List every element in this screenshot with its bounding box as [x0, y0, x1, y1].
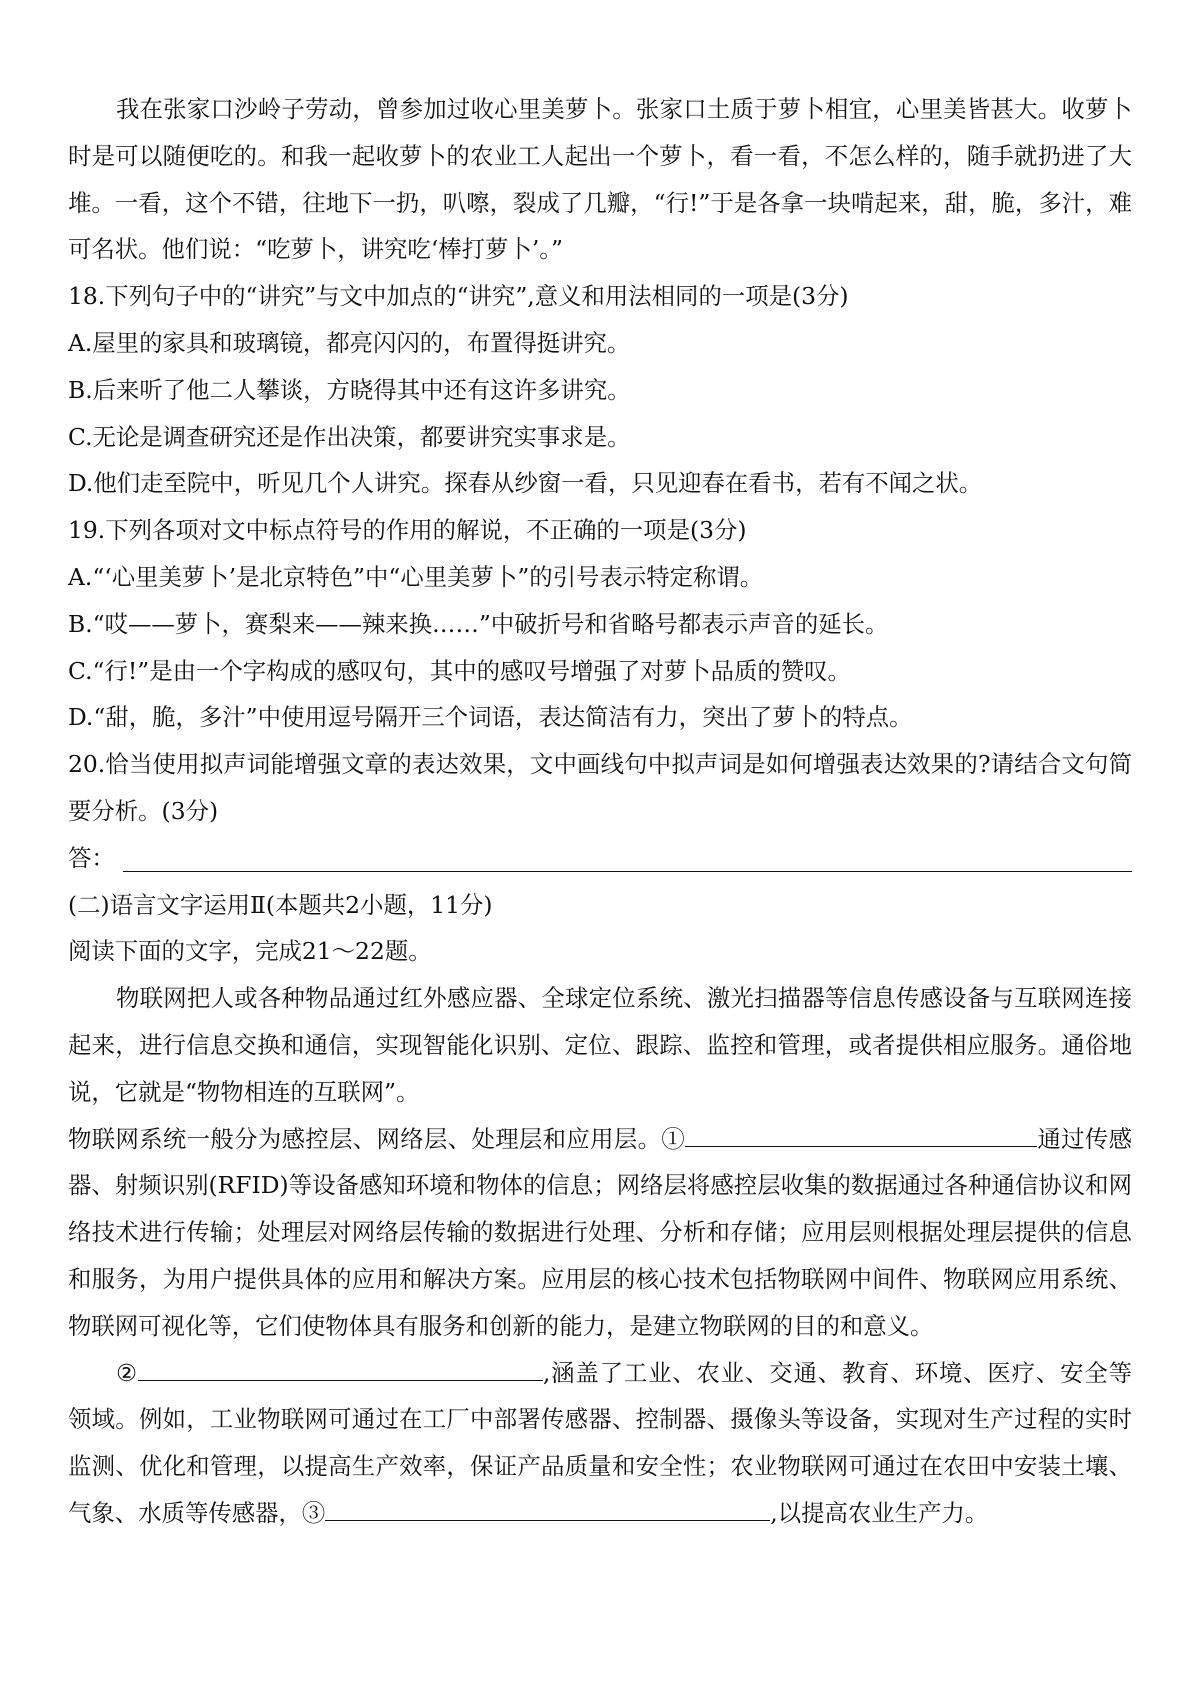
iot-paragraph-3-mid: ,涵盖了工业、农业、交通、教育、环境、医疗、安全等领域。例如，工业物联网可通过在工厂中部署传感器、控制器、摄像头等设备，实现对生产过程的实时监测、优化和管理，以提高生产效率，保证产品质量和安全性；农业物联网可通过在农田中安装土壤、气象、水质等传感器，③ — [68, 1358, 1132, 1527]
q18-option-d: D.他们走至院中，听见几个人讲究。探春从纱窗一看，只见迎春在看书，若有不闻之状。 — [68, 469, 983, 498]
q19-option-b: B.“哎——萝卜，赛梨来——辣来换……”中破折号和省略号都表示声音的延长。 — [68, 609, 889, 638]
q19-option-c: C.“行!”是由一个字构成的感叹句，其中的感叹号增强了对萝卜品质的赞叹。 — [68, 656, 851, 685]
q18-option-c: C.无论是调查研究还是作出决策，都要讲究实事求是。 — [68, 422, 631, 451]
question-18-stem: 18.下列句子中的“讲究”与文中加点的“讲究”,意义和用法相同的一项是(3分) — [68, 282, 849, 311]
blank-2-marker: ② — [116, 1358, 138, 1387]
q18-option-b: B.后来听了他二人攀谈，方晓得其中还有这许多讲究。 — [68, 375, 631, 404]
section-2-instruction: 阅读下面的文字，完成21～22题。 — [68, 937, 432, 966]
exam-page — [68, 86, 1132, 1537]
iot-paragraph-2-rest: 通过传感器、射频识别(RFID)等设备感知环境和物体的信息；网络层将感控层收集的数据通过各种通信协议和网络技术进行传输；处理层对网络层传输的数据进行处理、分析和存储；应用层则根据处理层提供的信息和服务，为用户提供具体的应用和解决方案。应用层的核心技术包括物联网中间件、物联网应用系统、物联网可视化等，它们使物体具有服务和创新的能力，是建立物联网的目的和意义。 — [68, 1124, 1133, 1340]
passage-paragraph: 我在张家口沙岭子劳动，曾参加过收心里美萝卜。张家口土质于萝卜相宜，心里美皆甚大。收萝卜时是可以随便吃的。和我一起收萝卜的农业工人起出一个萝卜，看一看，不怎么样的，随手就扔进了大堆。一看，这个不错，往地下一扔，叭嚓，裂成了几瓣，“行!”于是各拿一块啃起来，甜，脆，多汁，难可名状。他们说：“吃萝卜，讲究吃‘棒打萝卜’。” — [68, 95, 1132, 264]
question-20-stem: 20.恰当使用拟声词能增强文章的表达效果，文中画线句中拟声词是如何增强表达效果的?请结合文句简要分析。(3分) — [68, 750, 1132, 825]
iot-paragraph-2-start: 物联网系统一般分为感控层、网络层、处理层和应用层。① — [68, 1124, 686, 1153]
blank-1[interactable] — [685, 1116, 1037, 1147]
q19-option-d: D.“甜，脆，多汁”中使用逗号隔开三个词语，表达简洁有力，突出了萝卜的特点。 — [68, 703, 913, 732]
blank-3[interactable] — [325, 1490, 770, 1521]
q20-answer-line[interactable] — [68, 835, 1132, 882]
section-2-heading: (二)语言文字运用Ⅱ(本题共2小题，11分) — [68, 890, 493, 919]
iot-paragraph-1: 物联网把人或各种物品通过红外感应器、全球定位系统、激光扫描器等信息传感设备与互联网连接起来，进行信息交换和通信，实现智能化识别、定位、跟踪、监控和管理，或者提供相应服务。通俗地说，它就是“物物相连的互联网”。 — [68, 984, 1132, 1106]
blank-2[interactable] — [138, 1350, 543, 1381]
answer-label: 答： — [68, 843, 115, 872]
iot-paragraph-3-end: ,以提高农业生产力。 — [770, 1498, 989, 1527]
iot-paragraph-2 — [68, 1116, 1132, 1350]
q18-option-a: A.屋里的家具和玻璃镜，都亮闪闪的，布置得挺讲究。 — [68, 328, 631, 357]
q19-option-a: A.“‘心里美萝卜’是北京特色”中“心里美萝卜”的引号表示特定称谓。 — [68, 562, 764, 591]
question-19-stem: 19.下列各项对文中标点符号的作用的解说，不正确的一项是(3分) — [68, 516, 747, 545]
answer-underline[interactable] — [123, 841, 1132, 872]
iot-paragraph-3 — [68, 1350, 1132, 1537]
